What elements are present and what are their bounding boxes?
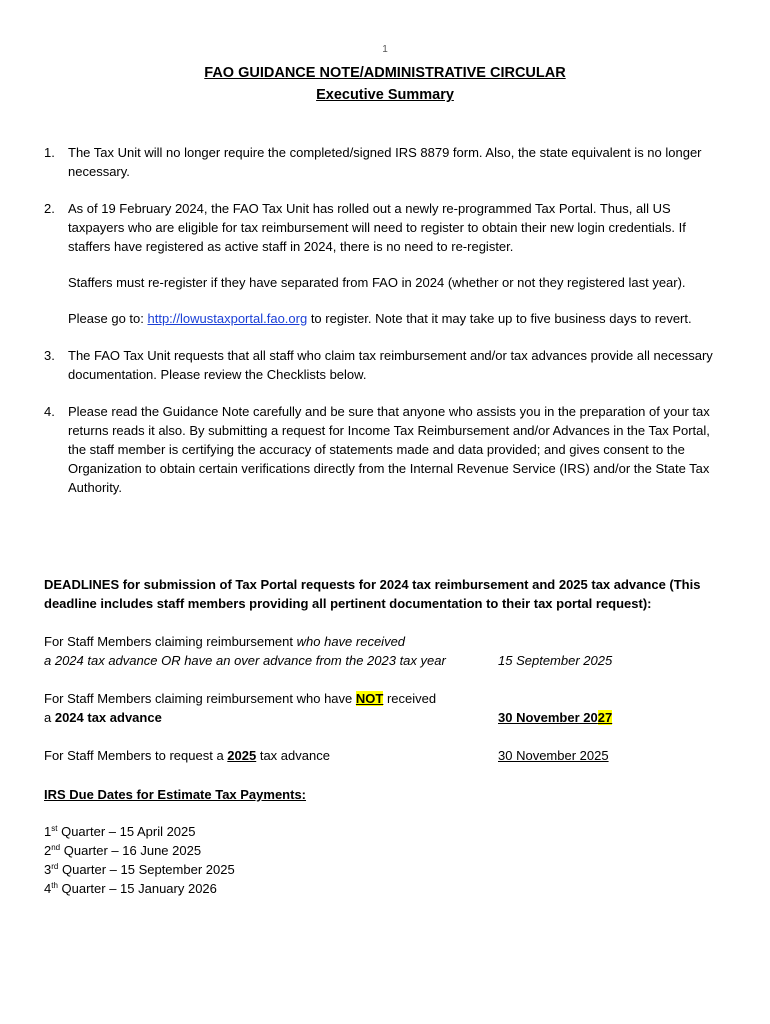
- text-bold: 2025: [227, 748, 257, 763]
- deadline-description: [44, 746, 474, 765]
- item-number: 1.: [44, 145, 55, 160]
- quarter-text: Quarter – 15 January 2026: [57, 881, 217, 896]
- deadlines-heading: DEADLINES for submission of Tax Portal requests for 2024 tax reimbursement and 2025 tax advance (This deadline includes staff members providing all pertinent documentation to their tax portal request):: [44, 577, 701, 611]
- quarter-number: 4: [44, 881, 52, 896]
- text: For Staff Members claiming reimbursement who have: [44, 691, 356, 706]
- quarter-text: Quarter – 15 September 2025: [58, 862, 235, 877]
- item-paragraph: As of 19 February 2024, the FAO Tax Unit has rolled out a newly re-programmed Tax Portal. Thus, all US taxpayers who are eligible for tax reimbursement will need to register to obtain their new login credentials. If staffers have registered as active staff in 2024, there is no need to re-register.: [68, 201, 686, 254]
- date-text: 30 November 20: [498, 710, 598, 725]
- text-bold: 2024 tax advance: [54, 710, 162, 725]
- ordinal-suffix: st: [51, 824, 58, 833]
- summary-list: [44, 143, 724, 515]
- quarter-item: [44, 879, 235, 898]
- date-highlight: 27: [597, 710, 613, 725]
- title-line-1: FAO GUIDANCE NOTE/ADMINISTRATIVE CIRCULAR: [204, 65, 566, 81]
- ordinal-suffix: th: [51, 881, 58, 890]
- quarter-number: 1: [44, 824, 52, 839]
- quarter-item: [44, 822, 235, 841]
- text: For Staff Members claiming reimbursement: [44, 634, 297, 649]
- text-italic: who have received: [296, 634, 406, 649]
- title-line-2: Executive Summary: [316, 87, 454, 103]
- quarter-item: [44, 841, 235, 860]
- item-paragraph: Staffers must re-register if they have separated from FAO in 2024 (whether or not they registered last year).: [68, 275, 686, 290]
- quarter-text: Quarter – 15 April 2025: [57, 824, 196, 839]
- document-title: [0, 62, 770, 106]
- item-paragraph: The Tax Unit will no longer require the completed/signed IRS 8879 form. Also, the state equivalent is no longer necessary.: [68, 145, 702, 179]
- item-number: 3.: [44, 348, 55, 363]
- text: For Staff Members to request a: [44, 748, 228, 763]
- deadline-date: [498, 708, 612, 727]
- text-italic: a 2024 tax advance OR have an over advance from the 2023 tax year: [44, 653, 446, 668]
- item-paragraph: Please read the Guidance Note carefully and be sure that anyone who assists you in the preparation of your tax returns reads it also. By submitting a request for Income Tax Reimbursement and/or Advances in the Tax Portal, the staff member is certifying the accuracy of statements made and data provided; and gives consent to the Organization to obtain certain verifications directly from the Internal Revenue Service (IRS) and/or the State Tax Authority.: [68, 404, 710, 495]
- ordinal-suffix: nd: [51, 843, 61, 852]
- quarters-list: [44, 822, 235, 898]
- deadline-date: 30 November 2025: [498, 748, 609, 763]
- deadline-description: [44, 689, 474, 727]
- item-paragraph: The FAO Tax Unit requests that all staff who claim tax reimbursement and/or tax advances provide all necessary documentation. Please review the Checklists below.: [68, 348, 713, 382]
- quarter-number: 3: [44, 862, 52, 877]
- text: tax advance: [256, 748, 330, 763]
- item-number: 4.: [44, 404, 55, 419]
- quarter-number: 2: [44, 843, 52, 858]
- list-item: [44, 402, 724, 497]
- irs-heading: IRS Due Dates for Estimate Tax Payments:: [44, 787, 307, 802]
- ordinal-suffix: rd: [51, 862, 59, 871]
- page-number: 1: [382, 44, 388, 55]
- list-item: [44, 346, 724, 384]
- text: received: [383, 691, 437, 706]
- quarter-text: Quarter – 16 June 2025: [60, 843, 202, 858]
- item-paragraph: [68, 309, 724, 328]
- text: to register. Note that it may take up to five business days to revert.: [307, 311, 692, 326]
- deadline-date: 15 September 2025: [498, 653, 613, 668]
- quarter-item: [44, 860, 235, 879]
- list-item: [44, 143, 724, 181]
- tax-portal-link[interactable]: http://lowustaxportal.fao.org: [147, 311, 308, 326]
- deadline-description: [44, 632, 474, 670]
- text: Please go to:: [68, 311, 148, 326]
- list-item: [44, 199, 724, 328]
- highlighted-not: NOT: [355, 691, 384, 706]
- item-number: 2.: [44, 201, 55, 216]
- text: a: [44, 710, 55, 725]
